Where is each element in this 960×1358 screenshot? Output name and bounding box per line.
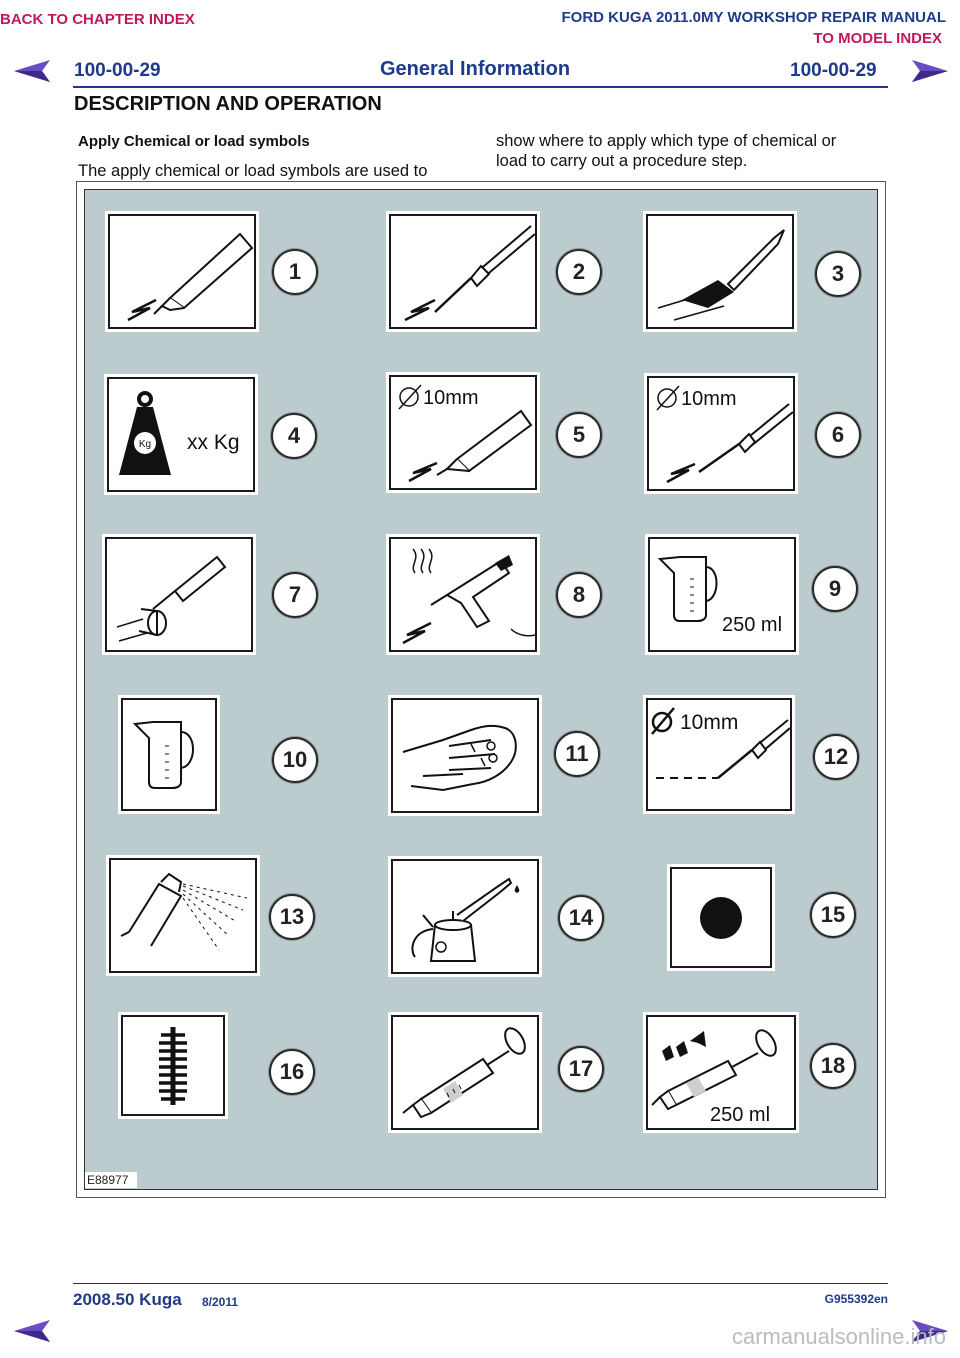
symbol-apply-with-roller <box>105 537 253 652</box>
symbol-bead-dashed-diameter <box>646 698 792 811</box>
footer-rule <box>73 1283 888 1284</box>
symbol-apply-hot-glue <box>389 537 537 652</box>
symbol-number-17: 17 <box>558 1046 604 1092</box>
watermark: carmanualsonline.info <box>731 1324 946 1349</box>
symbol-number-3: 3 <box>815 251 861 297</box>
symbol-number-6: 6 <box>815 412 861 458</box>
footer-prev-arrow-icon[interactable] <box>12 1318 52 1344</box>
figure-reference: E88977 <box>85 1172 137 1188</box>
subheading: Apply Chemical or load symbols <box>78 133 310 150</box>
to-model-index-link[interactable]: TO MODEL INDEX <box>813 30 942 47</box>
symbol-number-8: 8 <box>556 572 602 618</box>
symbol-number-10: 10 <box>272 737 318 783</box>
svg-text:Kg: Kg <box>138 439 152 450</box>
symbol-apply-from-tube <box>108 214 256 329</box>
symbol-tube-bead-diameter <box>389 375 537 490</box>
section-heading: DESCRIPTION AND OPERATION <box>74 93 382 115</box>
cartridge-diameter-icon <box>649 378 793 489</box>
symbol-number-15: 15 <box>810 892 856 938</box>
footer-date: 8/2011 <box>202 1295 239 1309</box>
symbol-apply-sealant-gun <box>389 214 537 329</box>
spray-can-icon <box>111 860 255 971</box>
sealant-cartridge-icon <box>391 216 535 327</box>
bead-pattern-icon <box>123 1017 223 1114</box>
symbol-number-11: 11 <box>554 731 600 777</box>
header-rule <box>73 86 888 88</box>
svg-text:10mm: 10mm <box>681 388 737 410</box>
oil-can-icon <box>393 861 537 972</box>
symbol-apply-pattern <box>121 1015 225 1116</box>
symbol-apply-measured-volume <box>648 537 796 652</box>
symbol-apply-with-syringe <box>391 1015 539 1130</box>
symbol-apply-load <box>107 377 255 492</box>
jug-icon <box>123 700 215 809</box>
symbol-cartridge-bead-diameter <box>647 376 795 491</box>
prev-page-arrow-icon[interactable] <box>12 58 52 84</box>
svg-text:xx Kg: xx Kg <box>187 431 240 454</box>
paragraph-col1: The apply chemical or load symbols are used to <box>78 162 428 180</box>
weight-icon <box>109 379 253 490</box>
symbol-fill-fluid <box>121 698 217 811</box>
glue-gun-icon <box>391 539 535 650</box>
syringe-volume-icon <box>648 1017 794 1128</box>
brush-icon <box>648 216 792 327</box>
symbol-number-1: 1 <box>272 249 318 295</box>
manual-title: FORD KUGA 2011.0MY WORKSHOP REPAIR MANUAL <box>561 9 946 26</box>
symbol-number-16: 16 <box>269 1049 315 1095</box>
symbol-number-4: 4 <box>271 413 317 459</box>
symbol-number-7: 7 <box>272 572 318 618</box>
svg-text:10mm: 10mm <box>680 711 739 734</box>
paragraph-col2-line2: load to carry out a procedure step. <box>496 152 748 170</box>
svg-text:10mm: 10mm <box>423 387 479 409</box>
symbol-apply-with-brush <box>646 214 794 329</box>
tube-icon <box>110 216 254 327</box>
symbol-number-12: 12 <box>813 734 859 780</box>
symbol-number-2: 2 <box>556 249 602 295</box>
footer-code: G955392en <box>824 1292 888 1306</box>
page-number-left: 100-00-29 <box>74 60 161 81</box>
svg-text:250 ml: 250 ml <box>710 1104 771 1126</box>
symbol-number-18: 18 <box>810 1043 856 1089</box>
page-number-right: 100-00-29 <box>790 60 877 81</box>
symbol-apply-by-hand <box>391 698 539 813</box>
dot-icon <box>672 869 770 966</box>
symbol-number-13: 13 <box>269 894 315 940</box>
symbol-apply-dot <box>670 867 772 968</box>
cartridge-dashed-bead-icon <box>648 700 790 809</box>
next-page-arrow-icon[interactable] <box>910 58 950 84</box>
syringe-icon <box>393 1017 537 1128</box>
footer-model: 2008.50 Kuga <box>73 1290 182 1309</box>
hands-icon <box>393 700 537 811</box>
page-title: General Information <box>380 58 571 80</box>
symbol-number-9: 9 <box>812 566 858 612</box>
svg-text:250 ml: 250 ml <box>722 614 783 636</box>
symbol-apply-spray <box>109 858 257 973</box>
symbol-number-5: 5 <box>556 412 602 458</box>
roller-icon <box>107 539 251 650</box>
tube-diameter-icon <box>391 377 535 488</box>
back-to-chapter-index-link[interactable]: BACK TO CHAPTER INDEX <box>0 11 195 28</box>
symbol-apply-oil <box>391 859 539 974</box>
measuring-jug-icon <box>650 539 794 650</box>
paragraph-col2-line1: show where to apply which type of chemical or <box>496 132 837 150</box>
symbol-inject-volume <box>646 1015 796 1130</box>
symbol-number-14: 14 <box>558 895 604 941</box>
